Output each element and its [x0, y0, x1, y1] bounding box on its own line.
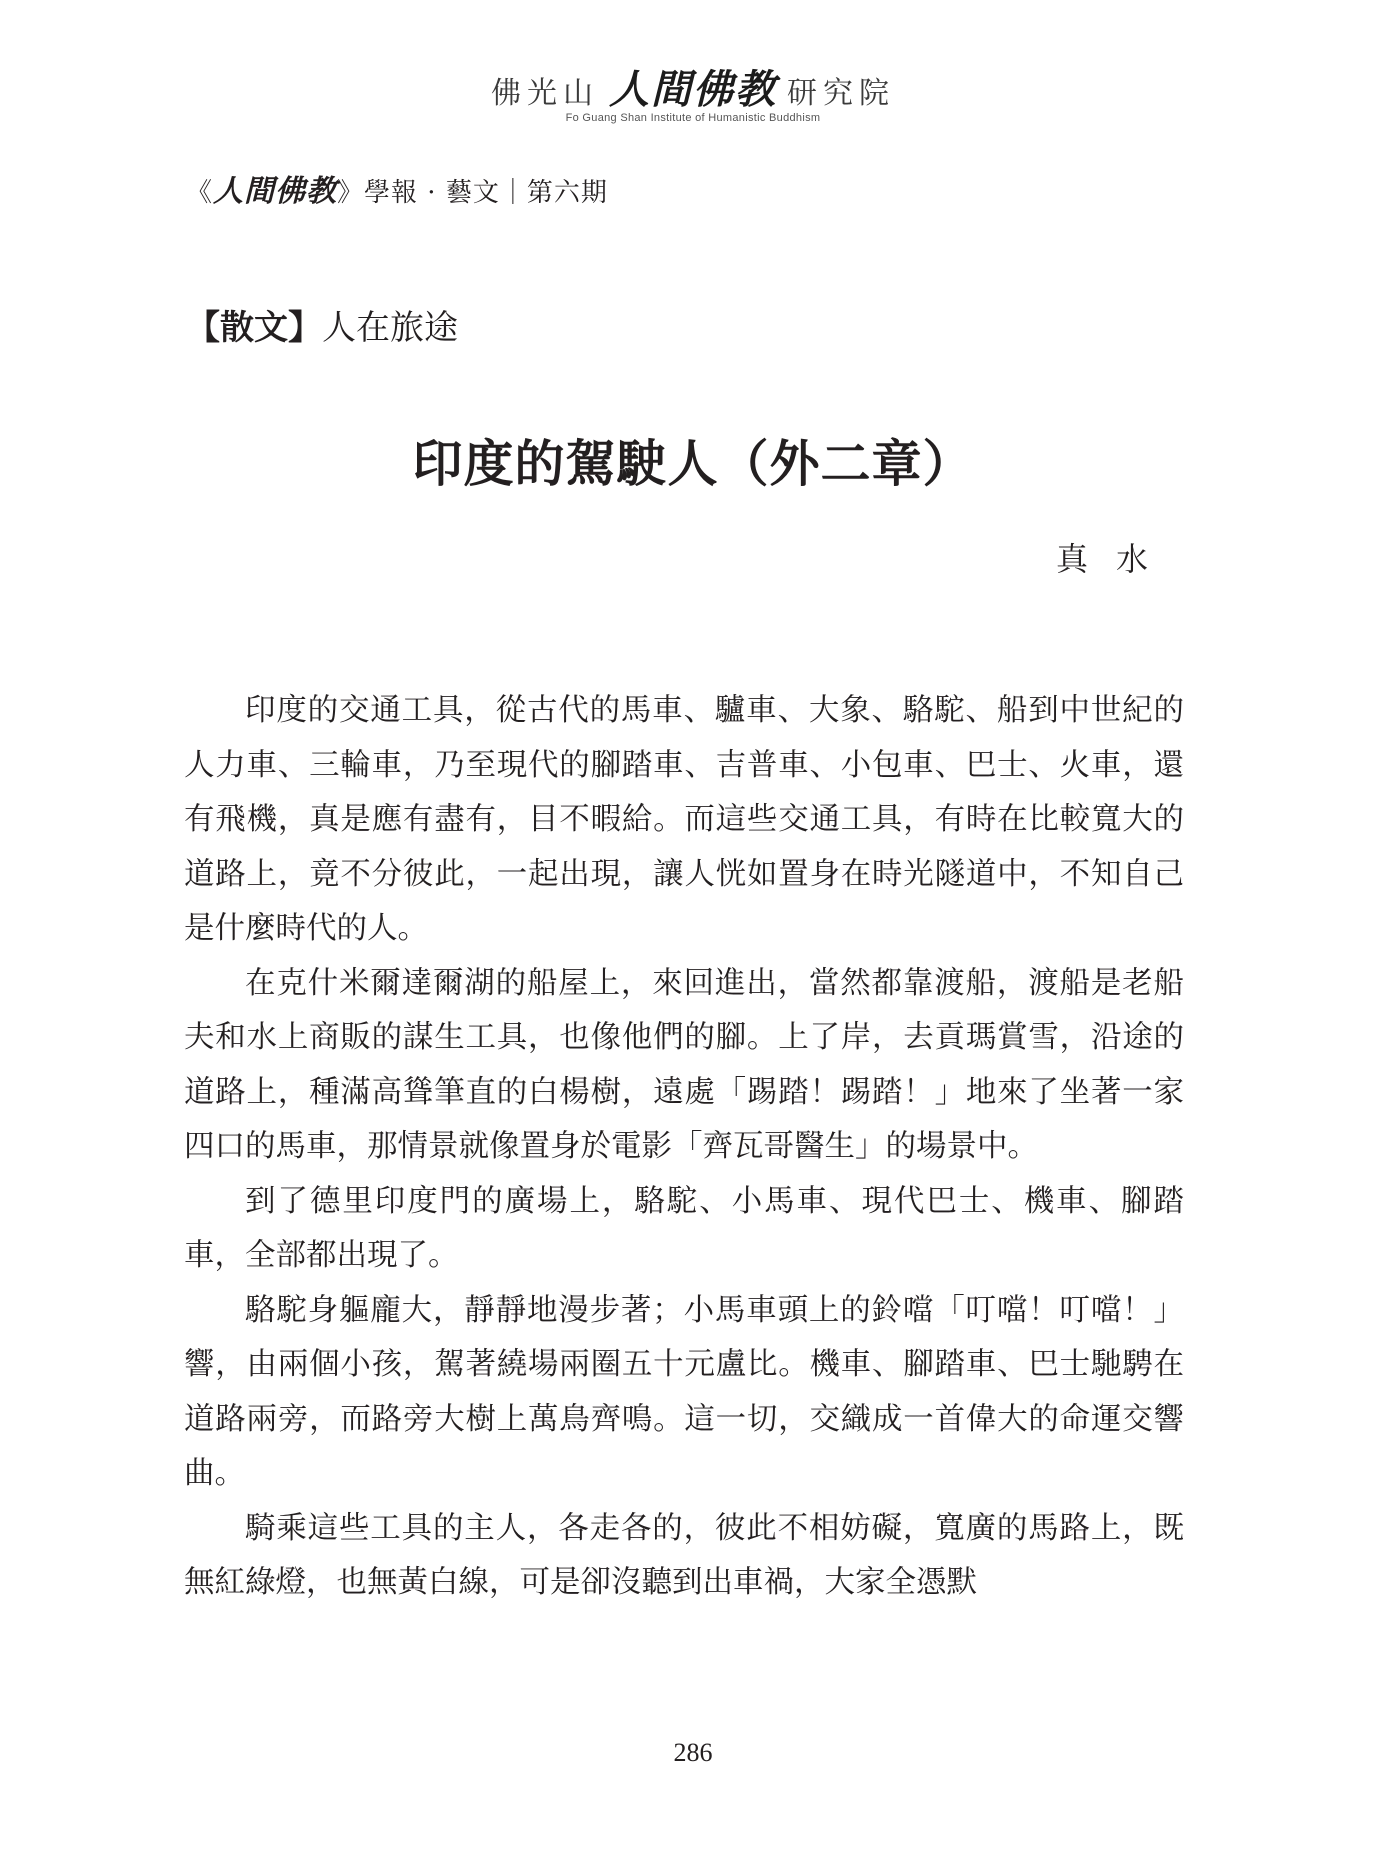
category-tag: 【散文】 [186, 308, 322, 348]
paragraph: 印度的交通工具，從古代的馬車、驢車、大象、駱駝、船到中世紀的人力車、三輪車，乃至現代的腳踏車、吉普車、小包車、巴士、火車，還有飛機，真是應有盡有，目不暇給。而這些交通工具，有時在比較寬大的道路上，竟不分彼此，一起出現，讓人恍如置身在時光隧道中，不知自己是什麼時代的人。 [184, 693, 1184, 946]
paragraph: 駱駝身軀龐大，靜靜地漫步著；小馬車頭上的鈴噹「叮噹！叮噹！」響，由兩個小孩，駕著繞場兩圈五十元盧比。機車、腳踏車、巴士馳騁在道路兩旁，而路旁大樹上萬鳥齊鳴。這一切，交織成一首偉大的命運交響曲。 [184, 1292, 1184, 1491]
paragraph: 到了德里印度門的廣場上，駱駝、小馬車、現代巴士、機車、腳踏車，全部都出現了。 [184, 1183, 1184, 1273]
institute-suffix: 研究院 [787, 76, 895, 111]
journal-brand: 人間佛教 [213, 174, 338, 209]
journal-close-mark: 》 [337, 178, 365, 208]
institute-prefix: 佛光山 [491, 76, 599, 111]
category-name: 人在旅途 [322, 308, 458, 348]
institute-header [0, 58, 1386, 115]
article-body [184, 684, 1184, 1611]
journal-running-head [186, 166, 608, 210]
article-title: 印度的駕駛人（外二章） [412, 434, 974, 493]
journal-section: 學報 · 藝文｜第六期 [364, 178, 608, 208]
journal-open-mark: 《 [186, 178, 214, 208]
category-heading [186, 300, 458, 349]
institute-english-name: Fo Guang Shan Institute of Humanistic Buddhism [565, 112, 821, 124]
paragraph: 騎乘這些工具的主人，各走各的，彼此不相妨礙，寬廣的馬路上，既無紅綠燈，也無黃白線，可是卻沒聽到出車禍，大家全憑默 [184, 1510, 1184, 1600]
page-number: 286 [673, 1738, 713, 1767]
article-author: 真水 [1055, 540, 1176, 578]
institute-name-line [491, 58, 895, 115]
institute-brand-logo: 人間佛教 [609, 66, 777, 113]
paragraph: 在克什米爾達爾湖的船屋上，來回進出，當然都靠渡船，渡船是老船夫和水上商販的謀生工具，也像他們的腳。上了岸，去貢瑪賞雪，沿途的道路上，種滿高聳筆直的白楊樹，遠處「踢踏！踢踏！」地來了坐著一家四口的馬車，那情景就像置身於電影「齊瓦哥醫生」的場景中。 [184, 965, 1184, 1164]
